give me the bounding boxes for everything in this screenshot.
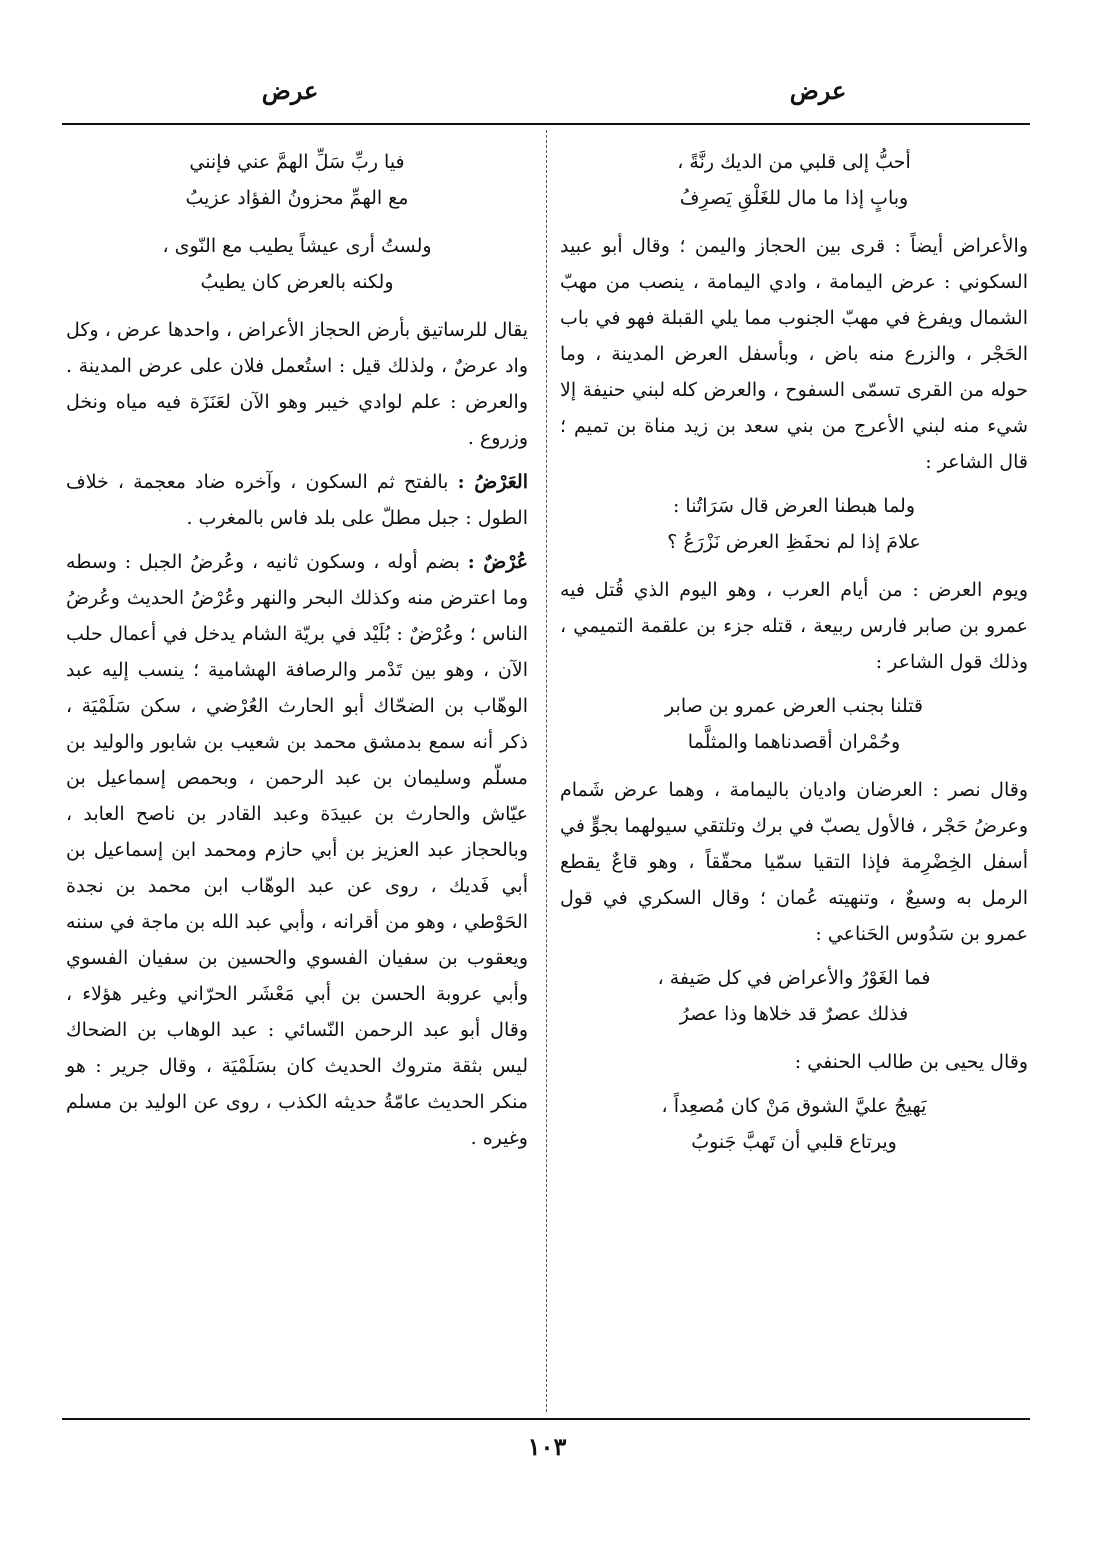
right-column: [560, 138, 1028, 1172]
entry-headword: عُرْضٌ :: [467, 551, 529, 573]
running-head-left: عرض: [261, 76, 319, 105]
verse-line: فذلك عصرٌ قد خلاها وذا عصرُ: [679, 1003, 909, 1025]
verse-line: ولما هبطنا العرض قال سَرَاتُنا :: [672, 495, 916, 517]
verse-line: علامَ إذا لم نحفَظِ العرض نَزْرَعُ ؟: [667, 531, 921, 553]
verse-line: أحبُّ إلى قلبي من الديك رنَّةً ،: [677, 151, 911, 173]
verse-line: فيا ربِّ سَلِّ الهمَّ عني فإنني: [189, 151, 405, 173]
paragraph: والأعراض أيضاً : قرى بين الحجاز واليمن ؛ وقال أبو عبيد السكوني : عرض اليمامة ، وادي اليمامة ، ينصب من مهبّ الشمال ويفرغ في مهبّ الجنوب مما يلي القبلة فهو في باب الحَجْر ، والزرع منه باض ، وبأسفل العرض المدينة ، وما حوله من القرى تسمّى السفوح ، والعرض كله لبني حنيفة إلا شيء منه لبني الأعرج من بني سعد بن زيد مناة بن تميم ؛ قال الشاعر :: [560, 235, 1028, 473]
column-divider: [546, 130, 547, 1412]
verse-line: ولكنه بالعرض كان يطيبُ: [200, 271, 394, 293]
paragraph: يقال للرساتيق بأرض الحجاز الأعراض ، واحدها عرض ، وكل واد عرضٌ ، ولذلك قيل : استُعمل فلان على عرض المدينة . والعرض : علم لوادي خيبر وهو الآن لعَنَزَة فيه مياه ونخل وزروع .: [66, 319, 528, 449]
entry-paragraph: [66, 464, 528, 536]
footer-rule: [62, 1418, 1030, 1420]
verse-block: [66, 228, 528, 300]
verse-line: ولستُ أرى عيشاً يطيب مع النّوى ،: [162, 235, 432, 257]
verse-block: [560, 1088, 1028, 1160]
verse-block: [560, 144, 1028, 216]
verse-block: [560, 960, 1028, 1032]
entry-headword: العَرْضُ :: [457, 471, 528, 493]
verse-line: مع الهمِّ محزونُ الفؤاد عزيبُ: [185, 187, 409, 209]
paragraph: ويوم العرض : من أيام العرب ، وهو اليوم الذي قُتل فيه عمرو بن صابر فارس ربيعة ، قتله جزء بن علقمة التميمي ، وذلك قول الشاعر :: [560, 579, 1028, 673]
verse-block: [560, 688, 1028, 760]
verse-block: [560, 488, 1028, 560]
left-column: [66, 138, 528, 1164]
entry-paragraph: [66, 544, 528, 1156]
verse-line: فما الغَوْرُ والأعراض في كل صَيفة ،: [657, 967, 931, 989]
paragraph: وقال يحيى بن طالب الحنفي :: [794, 1051, 1028, 1073]
verse-line: وحُمْران أقصدناهما والمثلَّما: [687, 731, 901, 753]
paragraph: وقال نصر : العرضان واديان باليمامة ، وهما عرض شَمام وعرضُ حَجْر ، فالأول يصبّ في برك وتلتقي سيولهما بجوٍّ في أسفل الخِضْرِمة فإذا التقيا سمّيا محقّقاً ، وهو قاعٌ يقطع الرمل به وسيعٌ ، وتنهيته عُمان ؛ وقال السكري في قول عمرو بن سَدُوس الحَناعي :: [560, 779, 1028, 945]
verse-block: [66, 144, 528, 216]
page-number: ١٠٣: [527, 1432, 567, 1461]
entry-text: بضم أوله ، وسكون ثانيه ، وعُرضُ الجبل : وسطه وما اعترض منه وكذلك البحر والنهر وعُرْضُ الحديث وعُرضُ الناس ؛ وعُرْضٌ : بُلَيْد في بريّة الشام يدخل في أعمال حلب الآن ، وهو بين تَدْمر والرصافة الهشامية ؛ ينسب إليه عبد الوهّاب بن الضحّاك أبو الحارث العُرْضي ، سكن سَلَمْيَة ، ذكر أنه سمع بدمشق محمد بن شعيب بن شابور والوليد بن مسلّم وسليمان بن عبد الرحمن ، وبحمص إسماعيل بن عيّاش والحارث بن عبيدَة وعبد القادر بن ناصح العابد ، وبالحجاز عبد العزيز بن أبي حازم ومحمد ابن إسماعيل بن أبي فَديك ، روى عن عبد الوهّاب ابن محمد بن نجدة الحَوْطي ، وهو من أقرانه ، وأبي عبد الله بن ماجة في سننه ويعقوب بن سفيان الفسوي والحسين بن سفيان الفسوي وأبي عروبة الحسن بن أبي مَعْشَر الحرّاني وغير هؤلاء ، وقال أبو عبد الرحمن النّسائي : عبد الوهاب بن الضحاك ليس بثقة متروك الحديث كان بسَلَمْيَة ، وقال جرير : هو منكر الحديث عامّةُ حديثه الكذب ، روى عن الوليد بن مسلم وغيره .: [66, 551, 528, 1149]
verse-line: يَهيجُ عليَّ الشوق مَنْ كان مُصعِداً ،: [661, 1095, 927, 1117]
verse-line: ويرتاع قلبي أن تَهبَّ جَنوبُ: [691, 1131, 897, 1153]
header-rule: [62, 123, 1030, 125]
entry-text: بالفتح ثم السكون ، وآخره ضاد معجمة ، خلاف الطول : جبل مطلّ على بلد فاس بالمغرب .: [66, 471, 528, 529]
verse-line: وبابٍ إذا ما مال للغَلْقِ يَصرِفُ: [679, 187, 909, 209]
verse-line: قتلنا بجنب العرض عمرو بن صابر: [665, 695, 923, 717]
running-head-right: عرض: [789, 76, 847, 105]
